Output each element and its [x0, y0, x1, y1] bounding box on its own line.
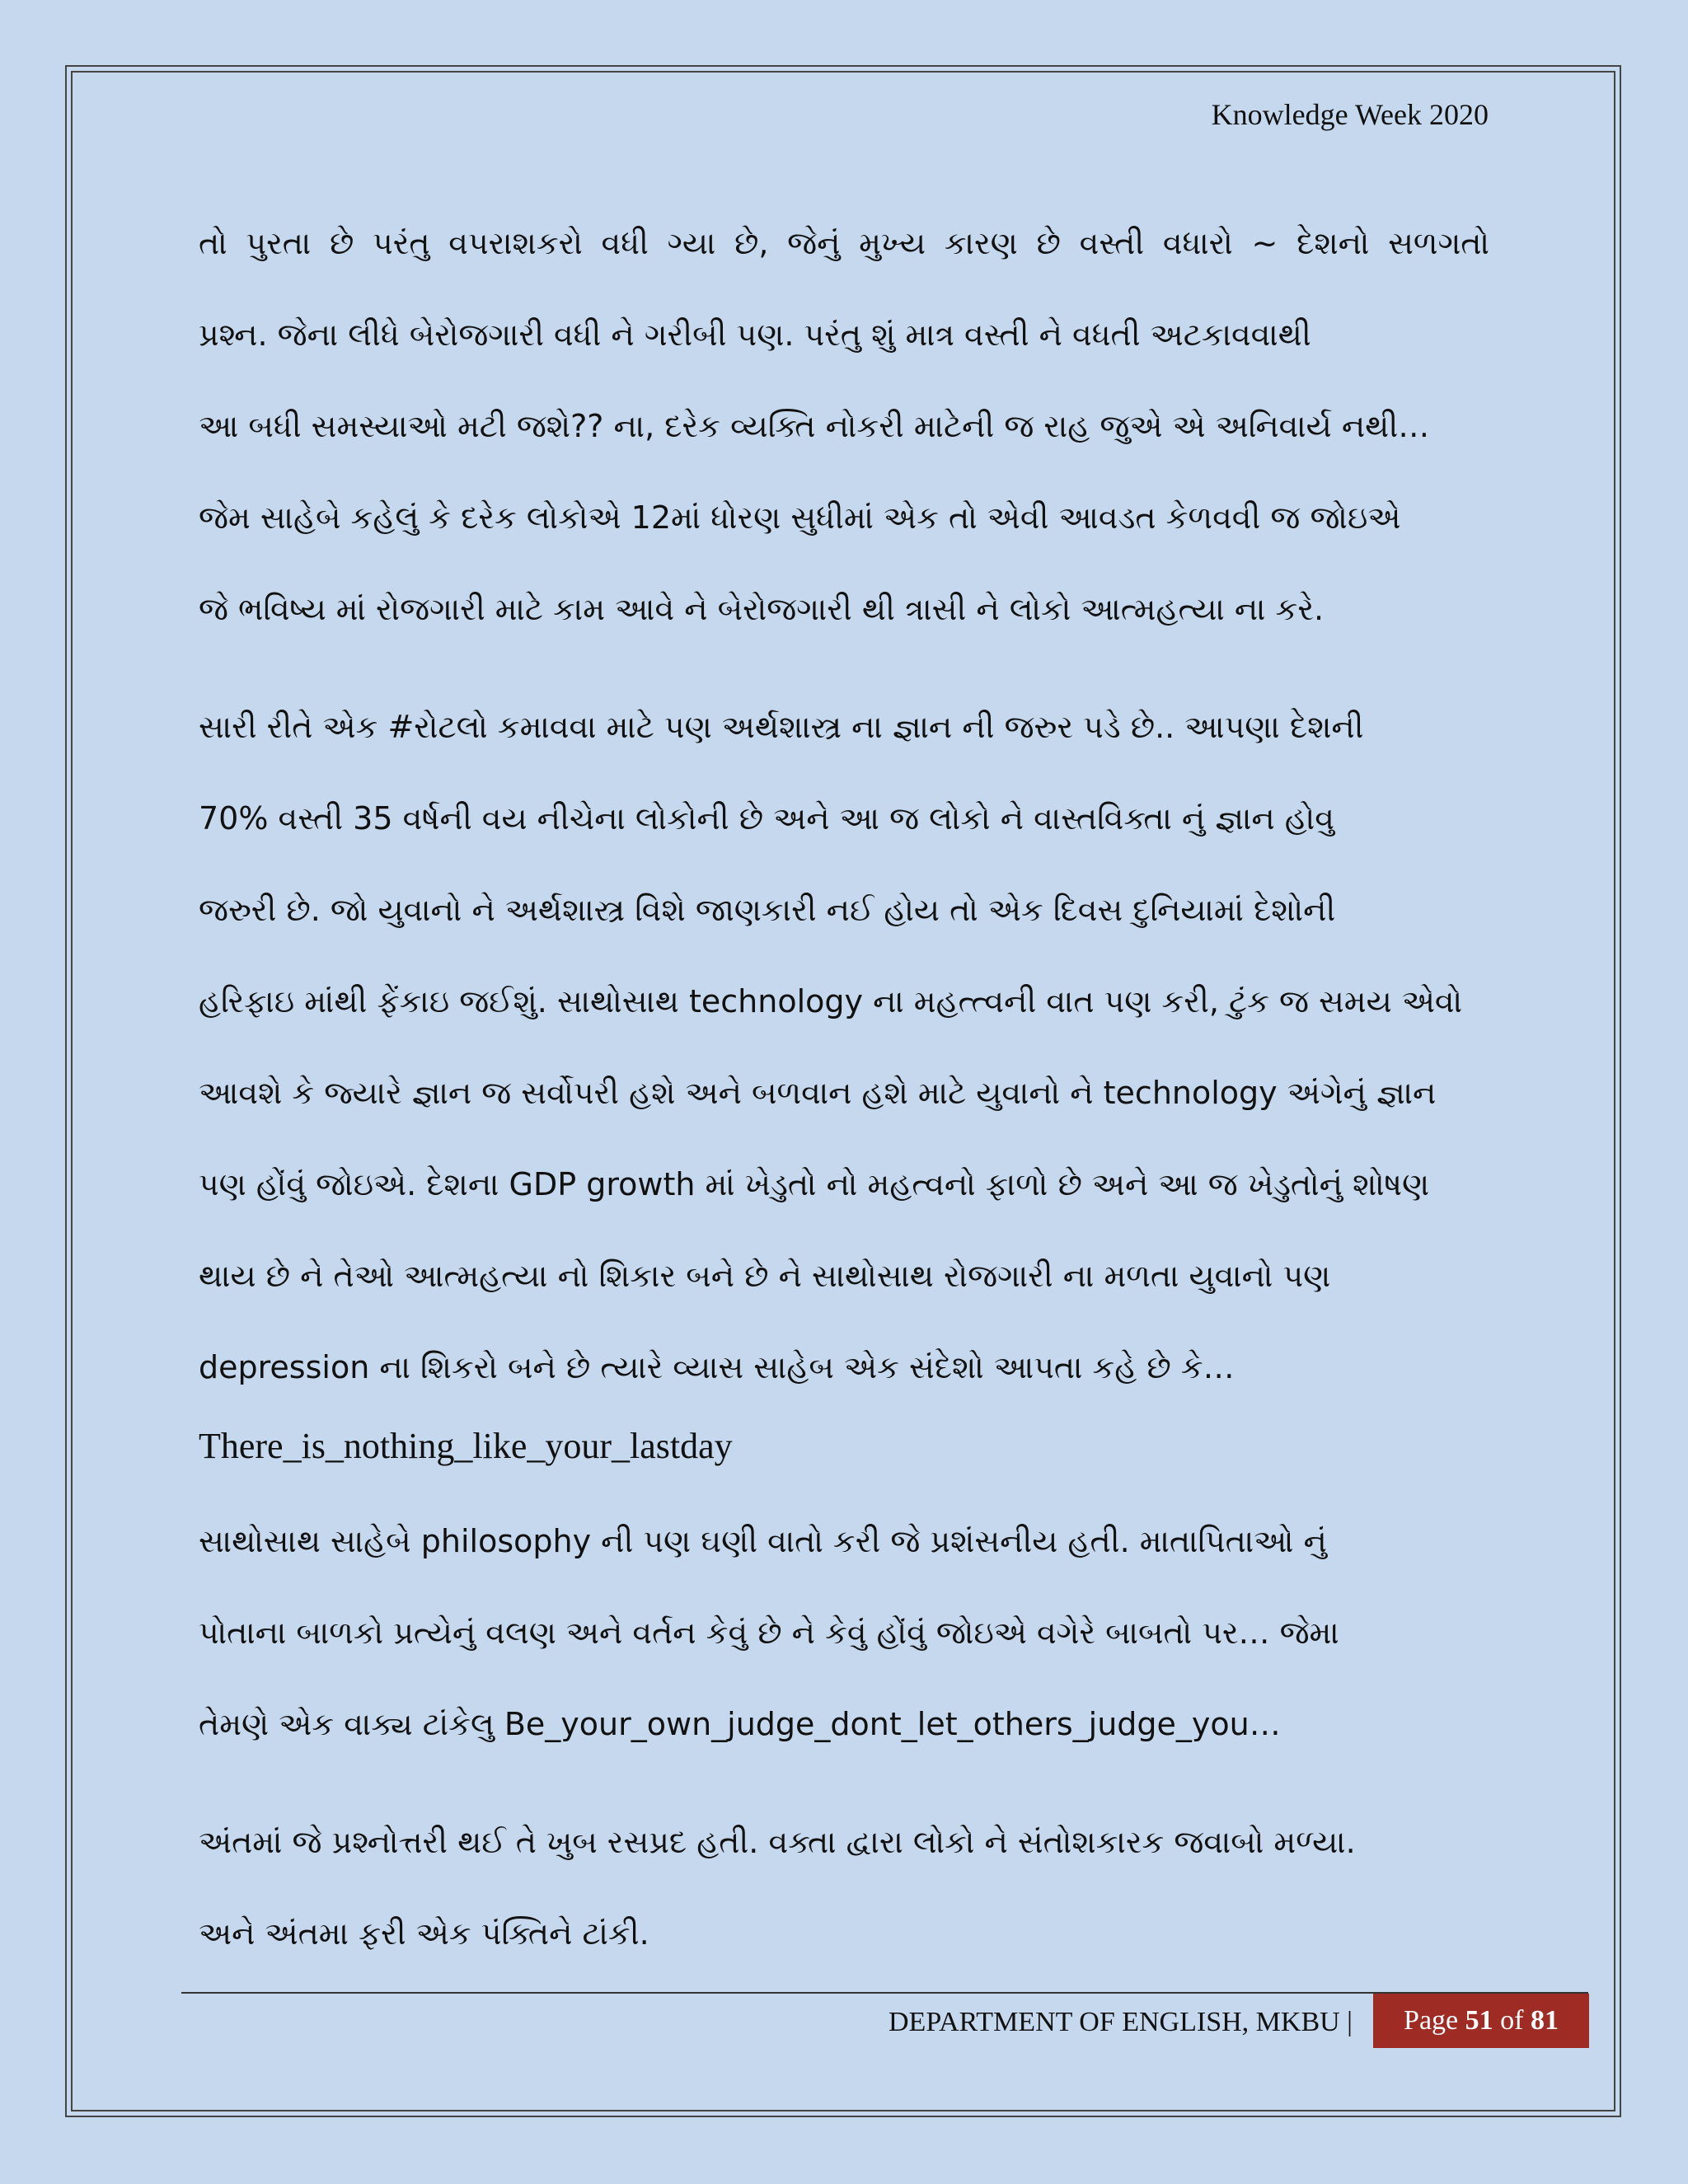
quote-line: There_is_nothing_like_your_lastday: [199, 1426, 733, 1466]
footer-department: DEPARTMENT OF ENGLISH, MKBU |: [889, 2007, 1353, 2037]
text-line: સારી રીતે એક #રોટલો કમાવવા માટે પણ અર્થશાસ્ત્ર ના જ્ઞાન ની જરુર પડે છે.. આપણા દેશની: [199, 709, 1364, 745]
text-line: આ બધી સમસ્યાઓ મટી જશે?? ના, દરેક વ્યક્તિ નોકરી માટેની જ રાહ જુએ એ અનિવાર્ય નથી…: [199, 408, 1430, 444]
text-line: તો પુરતા છે પરંતુ વપરાશકરો વધી ગ્યા છે, જેનું મુખ્ય કારણ છે વસ્તી વધારો ~ દેશનો સળગતો: [199, 225, 1489, 261]
paragraph-3: [199, 1496, 1489, 1770]
paragraph-1: [199, 198, 1489, 655]
text-line: થાય છે ને તેઓ આત્મહત્યા નો શિકાર બને છે ને સાથોસાથ રોજગારી ના મળતા યુવાનો પણ: [199, 1258, 1331, 1294]
total-pages: 81: [1530, 2005, 1559, 2036]
text-line: પણ હોંવું જોઇએ. દેશના GDP growth માં ખેડુતો નો મહત્વનો ફાળો છે અને આ જ ખેડુતોનું શોષણ: [199, 1166, 1430, 1202]
text-line: જેમ સાહેબે કહેલું કે દરેક લોકોએ 12માં ધોરણ સુધીમાં એક તો એવી આવડત કેળવવી જ જોઇએ: [199, 499, 1401, 536]
running-header: Knowledge Week 2020: [1211, 98, 1489, 131]
text-line: પોતાના બાળકો પ્રત્યેનું વલણ અને વર્તન કેવું છે ને કેવું હોંવું જોઇએ વગેરે બાબતો પર… જેમા: [199, 1615, 1339, 1651]
document-body: [199, 198, 1489, 1980]
text-line: હરિફાઇ માંથી ફેંકાઇ જઈશું. સાથોસાથ technology ના મહત્ત્વની વાત પણ કરી, ટુંક જ સમય એવો: [199, 983, 1463, 1019]
text-line: પ્રશ્ન. જેના લીધે બેરોજગારી વધી ને ગરીબી પણ. પરંતુ શું માત્ર વસ્તી ને વધતી અટકાવવાથી: [199, 316, 1311, 353]
text-line: જે ભવિષ્ય માં રોજગારી માટે કામ આવે ને બેરોજગારી થી ત્રાસી ને લોકો આત્મહત્યા ના કરે.: [199, 591, 1325, 627]
paragraph-4: [199, 1797, 1489, 1980]
text-line: અંતમાં જે પ્રશ્નોત્તરી થઈ તે ખુબ રસપ્રદ હતી. વક્તા દ્વારા લોકો ને સંતોશકારક જવાબો મળ્યા.: [199, 1824, 1356, 1860]
text-line: સાથોસાથ સાહેબે philosophy ની પણ ઘણી વાતો કરી જે પ્રશંસનીય હતી. માતાપિતાઓ નું: [199, 1523, 1327, 1559]
page-label: Page: [1404, 2005, 1459, 2036]
text-line: અને અંતમા ફરી એક પંક્તિને ટાંકી.: [199, 1915, 649, 1952]
text-line: 70% વસ્તી 35 વર્ષની વય નીચેના લોકોની છે અને આ જ લોકો ને વાસ્તવિક્તા નું જ્ઞાન હોવુ: [199, 800, 1334, 837]
text-line: depression ના શિકરો બને છે ત્યારે વ્યાસ સાહેબ એક સંદેશો આપતા કહે છે કે…: [199, 1349, 1235, 1385]
paragraph-2: [199, 682, 1489, 1413]
of-label: of: [1500, 2005, 1524, 2036]
page-number-badge: [1373, 1994, 1589, 2048]
text-line: જરુરી છે. જો યુવાનો ને અર્થશાસ્ત્ર વિશે જાણકારી નઈ હોય તો એક દિવસ દુનિયામાં દેશોની: [199, 892, 1336, 928]
text-line: તેમણે એક વાક્ય ટાંકેલુ Be_your_own_judge_dont_let_others_judge_you…: [199, 1706, 1281, 1742]
page-number: 51: [1465, 2005, 1493, 2036]
text-line: આવશે કે જ્યારે જ્ઞાન જ સર્વોપરી હશે અને બળવાન હશે માટે યુવાનો ને technology અંગેનું જ્ઞાન: [199, 1075, 1437, 1111]
